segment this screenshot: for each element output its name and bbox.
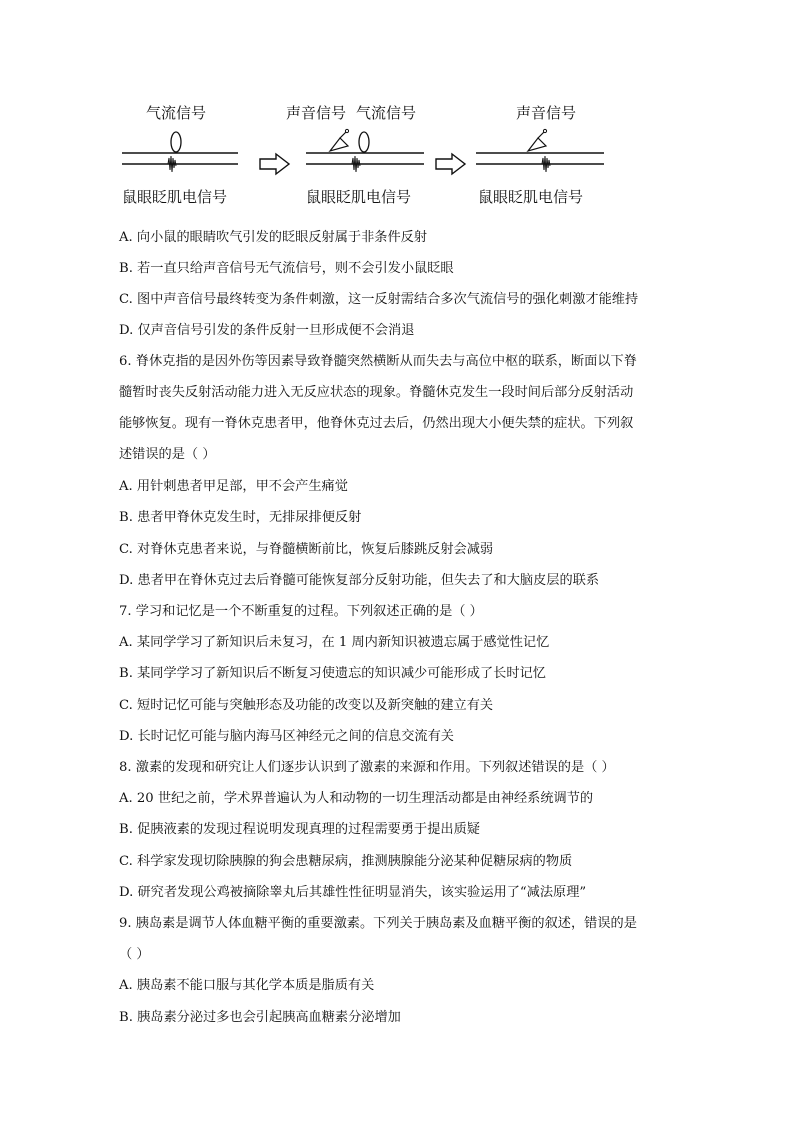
option-line: D. 长时记忆可能与脑内海马区神经元之间的信息交流有关 [119, 729, 454, 744]
option-line: B. 某同学学习了新知识后不断复习使遗忘的知识减少可能形成了长时记忆 [119, 666, 546, 681]
emg-spike-icon [542, 156, 550, 172]
option-line: B. 胰岛素分泌过多也会引起胰高血糖素分泌增加 [119, 1010, 401, 1025]
airflow-signal-label: 气流信号 [356, 104, 417, 122]
sound-signal-label: 声音信号 [286, 104, 347, 122]
eyelid-emg-signal-label: 鼠眼眨肌电信号 [478, 188, 584, 206]
panel-2-signal-diagram [300, 120, 430, 186]
option-line: D. 患者甲在脊休克过去后脊髓可能恢复部分反射功能，但失去了和大脑皮层的联系 [119, 573, 600, 588]
question-line: 能够恢复。现有一脊休克患者甲，他脊休克过去后，仍然出现大小便失禁的症状。下列叙 [119, 416, 634, 431]
bell-icon [528, 129, 547, 151]
option-line: B. 促胰液素的发现过程说明发现真理的过程需要勇于提出质疑 [119, 822, 480, 837]
question-line: 髓暂时丧失反射活动能力进入无反应状态的现象。脊髓休克发生一段时间后部分反射活动 [119, 385, 634, 400]
question-line: 8. 激素的发现和研究让人们逐步认识到了激素的来源和作用。下列叙述错误的是（ ） [119, 760, 615, 775]
option-line: A. 向小鼠的眼睛吹气引发的眨眼反射属于非条件反射 [119, 230, 428, 245]
question-line: 述错误的是（ ） [119, 447, 216, 462]
sound-signal-label: 声音信号 [516, 104, 577, 122]
airflow-icon [359, 132, 369, 152]
airflow-icon [171, 132, 181, 152]
option-line: B. 若一直只给声音信号无气流信号，则不会引发小鼠眨眼 [119, 261, 454, 276]
eyelid-emg-signal-label: 鼠眼眨肌电信号 [306, 188, 412, 206]
question-line: 7. 学习和记忆是一个不断重复的过程。下列叙述正确的是（ ） [119, 604, 483, 619]
option-line: A. 用针刺患者甲足部，甲不会产生痛觉 [119, 479, 348, 494]
eyelid-emg-signal-label: 鼠眼眨肌电信号 [122, 188, 228, 206]
question-line: （ ） [119, 947, 150, 962]
panel-1-signal-diagram [110, 120, 250, 186]
question-line: 6. 脊休克指的是因外伤等因素导致脊髓突然横断从而失去与高位中枢的联系，断面以下脊 [119, 354, 637, 369]
airflow-signal-label: 气流信号 [146, 104, 207, 122]
emg-spike-icon [168, 156, 176, 172]
right-arrow-icon [258, 152, 292, 176]
right-arrow-icon [434, 152, 468, 176]
option-line: C. 对脊休克患者来说，与脊髓横断前比，恢复后膝跳反射会减弱 [119, 542, 494, 557]
option-line: A. 胰岛素不能口服与其化学本质是脂质有关 [119, 978, 375, 993]
option-line: C. 科学家发现切除胰腺的狗会患糖尿病，推测胰腺能分泌某种促糖尿病的物质 [119, 854, 573, 869]
option-line: C. 短时记忆可能与突触形态及功能的改变以及新突触的建立有关 [119, 698, 494, 713]
question-line: 9. 胰岛素是调节人体血糖平衡的重要激素。下列关于胰岛素及血糖平衡的叙述，错误的是 [119, 916, 637, 931]
bell-icon [330, 129, 349, 151]
option-line: D. 仅声音信号引发的条件反射一旦形成便不会消退 [119, 323, 415, 338]
option-line: B. 患者甲脊休克发生时，无排尿排便反射 [119, 510, 362, 525]
option-line: A. 某同学学习了新知识后未复习，在 1 周内新知识被遗忘属于感觉性记忆 [119, 635, 550, 650]
option-line: D. 研究者发现公鸡被摘除睾丸后其雄性性征明显消失，该实验运用了“减法原理” [119, 885, 587, 900]
eyeblink-conditioning-figure [110, 100, 630, 215]
emg-spike-icon [352, 156, 360, 172]
panel-3-signal-diagram [470, 120, 610, 186]
option-line: C. 图中声音信号最终转变为条件刺激，这一反射需结合多次气流信号的强化刺激才能维持 [119, 292, 639, 307]
option-line: A. 20 世纪之前，学术界普遍认为人和动物的一切生理活动都是由神经系统调节的 [119, 791, 594, 806]
